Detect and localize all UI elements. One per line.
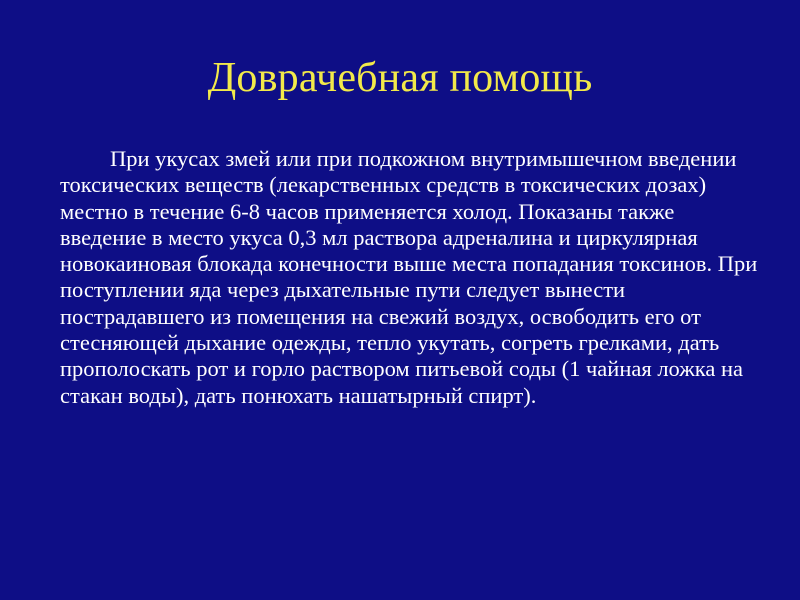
slide-body-text: При укусах змей или при подкожном внутримышечном введении токсических веществ (лекарственных средств в токсических дозах) местно в течение 6-8 часов применяется холод. Показаны также введение в место укуса 0,3 мл раствора адреналина и циркулярная новокаиновая блокада конечности выше места попадания токсинов. При поступлении яда через дыхательные пути следует вынести пострадавшего из помещения на свежий воздух, освободить его от стесняющей дыхание одежды, тепло укутать, согреть грелками, дать прополоскать рот и горло раствором питьевой соды (1 чайная ложка на стакан воды), дать понюхать нашатырный спирт). <box>60 146 758 408</box>
slide-title: Доврачебная помощь <box>207 55 593 101</box>
